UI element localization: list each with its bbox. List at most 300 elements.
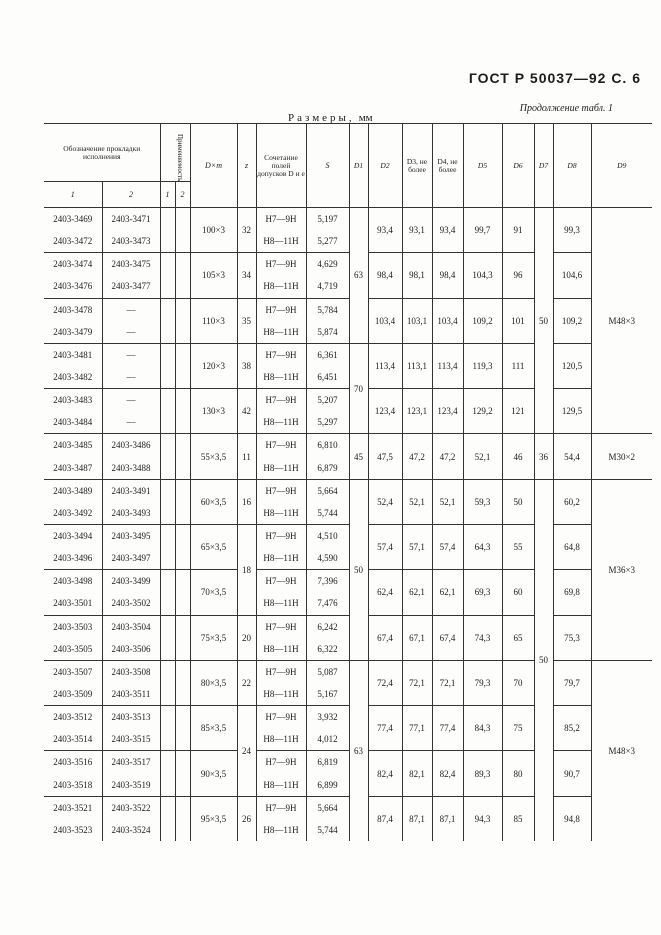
applicability-1-cell xyxy=(160,570,175,593)
designation-1-cell: 2403-3512 xyxy=(44,706,102,729)
applicability-2-cell xyxy=(175,275,190,298)
designation-2-cell: 2403-3499 xyxy=(102,570,160,593)
s-cell: 5,664 xyxy=(306,479,349,502)
d4-cell: 62,1 xyxy=(432,570,463,615)
applicability-1-cell xyxy=(160,683,175,706)
applicability-2-cell xyxy=(175,570,190,593)
d8-cell: 69,8 xyxy=(553,570,591,615)
designation-1-cell: 2403-3496 xyxy=(53,553,93,564)
col-d8: D8 xyxy=(553,124,591,208)
applicability-1-cell xyxy=(160,275,175,298)
z-cell: 26 xyxy=(237,796,256,841)
d3-cell: 113,1 xyxy=(402,343,432,388)
z-cell: 11 xyxy=(237,434,256,479)
d9-cell: M36×3 xyxy=(591,479,652,660)
fit-cell: H7—9H xyxy=(256,253,306,276)
s-cell: 6,810 xyxy=(306,434,349,457)
d6-cell: 121 xyxy=(502,389,534,434)
fit-cell: H8—11H xyxy=(256,728,306,751)
dxm-cell: 95×3,5 xyxy=(190,796,237,841)
s-cell: 4,590 xyxy=(306,547,349,570)
table-row xyxy=(44,751,652,774)
s-cell: 5,874 xyxy=(306,321,349,344)
applicability-2-cell xyxy=(175,638,190,661)
table-row xyxy=(44,298,652,321)
d6-cell: 46 xyxy=(502,434,534,479)
d3-cell: 77,1 xyxy=(402,706,432,751)
s-cell: 6,899 xyxy=(306,774,349,797)
d6-cell: 75 xyxy=(502,706,534,751)
applicability-1-cell xyxy=(160,457,175,480)
s-cell: 5,207 xyxy=(306,389,349,412)
d5-cell: 104,3 xyxy=(463,253,502,298)
designation-2-cell: 2403-3513 xyxy=(102,706,160,729)
designation-2-cell: 2403-3488 xyxy=(102,457,160,480)
d8-cell: 85,2 xyxy=(553,706,591,751)
col-d4: D4, не более xyxy=(432,124,463,208)
d5-cell: 109,2 xyxy=(463,298,502,343)
designation-1-cell: 2403-3478 xyxy=(44,298,102,321)
d2-cell: 62,4 xyxy=(368,570,402,615)
d4-cell: 67,4 xyxy=(432,615,463,660)
s-cell: 4,629 xyxy=(306,253,349,276)
designation-1-cell: 2403-3489 xyxy=(44,479,102,502)
d6-cell: 80 xyxy=(502,751,534,796)
d6-cell: 96 xyxy=(502,253,534,298)
d7-cell: 36 xyxy=(534,434,553,479)
d6-cell: 91 xyxy=(502,208,534,253)
d4-cell: 113,4 xyxy=(432,343,463,388)
table-row xyxy=(44,524,652,547)
applicability-1-cell xyxy=(160,615,175,638)
z-cell: 20 xyxy=(237,615,256,660)
designation-1-cell: 2403-3518 xyxy=(53,779,93,790)
applicability-2-cell xyxy=(175,321,190,344)
designation-1-cell: 2403-3474 xyxy=(44,253,102,276)
d8-cell: 75,3 xyxy=(553,615,591,660)
table-row xyxy=(44,796,652,819)
designation-2-cell: 2403-3517 xyxy=(102,751,160,774)
d4-cell: 87,1 xyxy=(432,796,463,841)
s-cell: 5,167 xyxy=(306,683,349,706)
designation-2-cell: 2403-3506 xyxy=(102,638,160,661)
designation-2-cell: 2403-3491 xyxy=(102,479,160,502)
applicability-1-cell xyxy=(160,660,175,683)
table-row xyxy=(44,389,652,412)
d3-cell: 98,1 xyxy=(402,253,432,298)
d2-cell: 57,4 xyxy=(368,524,402,569)
applicability-2-cell xyxy=(175,819,190,841)
applicability-1-cell xyxy=(160,321,175,344)
z-cell: 32 xyxy=(237,208,256,253)
s-cell: 6,879 xyxy=(306,457,349,480)
fit-cell: H8—11H xyxy=(256,321,306,344)
designation-2-cell: 2403-3511 xyxy=(102,683,160,706)
table-row xyxy=(44,253,652,276)
fit-cell: H7—9H xyxy=(256,389,306,412)
designation-1-cell: 2403-3494 xyxy=(44,524,102,547)
col-d1: D1 xyxy=(349,124,368,208)
dxm-cell: 60×3,5 xyxy=(190,479,237,524)
s-cell: 5,784 xyxy=(306,298,349,321)
applicability-2-cell xyxy=(175,728,190,751)
s-cell: 4,510 xyxy=(306,524,349,547)
designation-1-cell: 2403-3472 xyxy=(53,236,93,247)
d4-cell: 57,4 xyxy=(432,524,463,569)
applicability-2-cell xyxy=(175,457,190,480)
applicability-1-cell xyxy=(160,774,175,797)
applicability-2-cell xyxy=(175,660,190,683)
d8-cell: 79,7 xyxy=(553,660,591,705)
applicability-2-cell xyxy=(175,434,190,457)
table-row xyxy=(44,434,652,457)
designation-1-cell: 2403-3487 xyxy=(53,462,93,473)
d4-cell: 52,1 xyxy=(432,479,463,524)
dxm-cell: 80×3,5 xyxy=(190,660,237,705)
designation-2-cell: 2403-3524 xyxy=(102,819,160,841)
d2-cell: 72,4 xyxy=(368,660,402,705)
d5-cell: 94,3 xyxy=(463,796,502,841)
d3-cell: 62,1 xyxy=(402,570,432,615)
d8-cell: 109,2 xyxy=(553,298,591,343)
applicability-number-2: 2 xyxy=(175,182,190,208)
designation-2-cell: 2403-3497 xyxy=(102,547,160,570)
fit-cell: H8—11H xyxy=(256,638,306,661)
designation-1-cell: 2403-3483 xyxy=(44,389,102,412)
s-cell: 4,719 xyxy=(306,275,349,298)
z-cell: 16 xyxy=(237,479,256,524)
applicability-1-cell xyxy=(160,524,175,547)
col-number-1: 1 xyxy=(44,182,102,208)
designation-2-cell: 2403-3519 xyxy=(102,774,160,797)
designation-1-cell: 2403-3516 xyxy=(44,751,102,774)
d4-cell: 72,1 xyxy=(432,660,463,705)
fit-cell: H7—9H xyxy=(256,208,306,231)
dimensions-table xyxy=(44,123,652,841)
d2-cell: 87,4 xyxy=(368,796,402,841)
applicability-1-cell xyxy=(160,502,175,525)
designation-2-cell: 2403-3473 xyxy=(102,230,160,253)
fit-cell: H7—9H xyxy=(256,660,306,683)
dxm-cell: 70×3,5 xyxy=(190,570,237,615)
applicability-1-cell xyxy=(160,298,175,321)
s-cell: 3,932 xyxy=(306,706,349,729)
d3-cell: 93,1 xyxy=(402,208,432,253)
applicability-1-cell xyxy=(160,389,175,412)
s-cell: 5,197 xyxy=(306,208,349,231)
d9-cell: M48×3 xyxy=(591,208,652,434)
applicability-1-cell xyxy=(160,343,175,366)
d3-cell: 82,1 xyxy=(402,751,432,796)
table-row xyxy=(44,615,652,638)
designation-2-cell: — xyxy=(102,343,160,366)
col-fit: Сочетание полей допусков D и e xyxy=(256,124,306,208)
designation-1-cell: 2403-3492 xyxy=(53,507,93,518)
s-cell: 5,297 xyxy=(306,411,349,434)
fit-cell: H7—9H xyxy=(256,706,306,729)
fit-cell: H7—9H xyxy=(256,796,306,819)
col-d7: D7 xyxy=(534,124,553,208)
table-continuation-note: Продолжение табл. 1 xyxy=(519,103,613,114)
designation-2-cell: 2403-3471 xyxy=(102,208,160,231)
sizes-label: Размеры, xyxy=(288,112,355,124)
applicability-2-cell xyxy=(175,547,190,570)
table-body xyxy=(44,208,652,841)
col-z: z xyxy=(237,124,256,208)
designation-1-cell: 2403-3498 xyxy=(44,570,102,593)
d2-cell: 103,4 xyxy=(368,298,402,343)
z-cell: 22 xyxy=(237,660,256,705)
d6-cell: 55 xyxy=(502,524,534,569)
dxm-cell: 100×3 xyxy=(190,208,237,253)
d2-cell: 123,4 xyxy=(368,389,402,434)
applicability-2-cell xyxy=(175,774,190,797)
applicability-1-cell xyxy=(160,411,175,434)
applicability-2-cell xyxy=(175,683,190,706)
d4-cell: 103,4 xyxy=(432,298,463,343)
fit-cell: H8—11H xyxy=(256,592,306,615)
designation-2-cell: 2403-3508 xyxy=(102,660,160,683)
d1-cell: 50 xyxy=(349,479,368,660)
designation-1-cell: 2403-3501 xyxy=(53,598,93,609)
applicability-1-cell xyxy=(160,819,175,841)
designation-2-cell: 2403-3493 xyxy=(102,502,160,525)
fit-cell: H7—9H xyxy=(256,298,306,321)
applicability-2-cell xyxy=(175,502,190,525)
designation-2-cell: — xyxy=(102,411,160,434)
col-dxm: D×m xyxy=(190,124,237,208)
d3-cell: 57,1 xyxy=(402,524,432,569)
applicability-2-cell xyxy=(175,411,190,434)
d1-cell: 63 xyxy=(349,208,368,344)
fit-cell: H8—11H xyxy=(256,683,306,706)
d2-cell: 77,4 xyxy=(368,706,402,751)
d6-cell: 111 xyxy=(502,343,534,388)
applicability-1-cell xyxy=(160,796,175,819)
table-row xyxy=(44,570,652,593)
applicability-2-cell xyxy=(175,706,190,729)
dxm-cell: 75×3,5 xyxy=(190,615,237,660)
designation-1-cell: 2403-3521 xyxy=(44,796,102,819)
s-cell: 5,277 xyxy=(306,230,349,253)
s-cell: 6,242 xyxy=(306,615,349,638)
d4-cell: 47,2 xyxy=(432,434,463,479)
fit-cell: H8—11H xyxy=(256,411,306,434)
designation-2-cell: 2403-3504 xyxy=(102,615,160,638)
fit-cell: H8—11H xyxy=(256,275,306,298)
applicability-1-cell xyxy=(160,592,175,615)
fit-cell: H7—9H xyxy=(256,479,306,502)
d5-cell: 99,7 xyxy=(463,208,502,253)
d5-cell: 59,3 xyxy=(463,479,502,524)
table-row xyxy=(44,706,652,729)
d2-cell: 67,4 xyxy=(368,615,402,660)
d8-cell: 104,6 xyxy=(553,253,591,298)
dxm-cell: 65×3,5 xyxy=(190,524,237,569)
d7-cell: 50 xyxy=(534,479,553,841)
applicability-2-cell xyxy=(175,479,190,502)
applicability-2-cell xyxy=(175,796,190,819)
designation-1-cell: 2403-3503 xyxy=(44,615,102,638)
fit-cell: H8—11H xyxy=(256,502,306,525)
table-row xyxy=(44,208,652,231)
z-cell: 24 xyxy=(237,706,256,797)
col-applicability: Применяемость xyxy=(160,124,190,182)
s-cell: 7,396 xyxy=(306,570,349,593)
col-d3: D3, не более xyxy=(402,124,432,208)
applicability-2-cell xyxy=(175,343,190,366)
designation-2-cell: 2403-3495 xyxy=(102,524,160,547)
col-designation: Обозначение прокладки исполнения xyxy=(44,124,160,182)
d4-cell: 82,4 xyxy=(432,751,463,796)
fit-cell: H7—9H xyxy=(256,570,306,593)
d5-cell: 64,3 xyxy=(463,524,502,569)
applicability-2-cell xyxy=(175,751,190,774)
d5-cell: 129,2 xyxy=(463,389,502,434)
d3-cell: 47,2 xyxy=(402,434,432,479)
applicability-1-cell xyxy=(160,253,175,276)
designation-1-cell: 2403-3507 xyxy=(44,660,102,683)
col-d9: D9 xyxy=(591,124,652,208)
fit-cell: H8—11H xyxy=(256,547,306,570)
col-d5: D5 xyxy=(463,124,502,208)
designation-2-cell: — xyxy=(102,366,160,389)
applicability-1-cell xyxy=(160,434,175,457)
d8-cell: 64,8 xyxy=(553,524,591,569)
designation-2-cell: — xyxy=(102,389,160,412)
d3-cell: 72,1 xyxy=(402,660,432,705)
fit-cell: H8—11H xyxy=(256,457,306,480)
fit-cell: H8—11H xyxy=(256,230,306,253)
table-row xyxy=(44,479,652,502)
applicability-1-cell xyxy=(160,208,175,231)
s-cell: 6,819 xyxy=(306,751,349,774)
applicability-number-1: 1 xyxy=(160,182,175,208)
designation-2-cell: 2403-3477 xyxy=(102,275,160,298)
d5-cell: 79,3 xyxy=(463,660,502,705)
col-number-2: 2 xyxy=(102,182,160,208)
d8-cell: 120,5 xyxy=(553,343,591,388)
d1-cell: 45 xyxy=(349,434,368,479)
applicability-1-cell xyxy=(160,366,175,389)
applicability-2-cell xyxy=(175,524,190,547)
designation-1-cell: 2403-3484 xyxy=(53,417,93,428)
d7-cell: 50 xyxy=(534,208,553,434)
applicability-2-cell xyxy=(175,230,190,253)
d8-cell: 54,4 xyxy=(553,434,591,479)
z-cell: 35 xyxy=(237,298,256,343)
fit-cell: H7—9H xyxy=(256,751,306,774)
d5-cell: 69,3 xyxy=(463,570,502,615)
dxm-cell: 130×3 xyxy=(190,389,237,434)
s-cell: 7,476 xyxy=(306,592,349,615)
d4-cell: 77,4 xyxy=(432,706,463,751)
d2-cell: 82,4 xyxy=(368,751,402,796)
d6-cell: 50 xyxy=(502,479,534,524)
designation-2-cell: — xyxy=(102,321,160,344)
applicability-2-cell xyxy=(175,592,190,615)
d8-cell: 90,7 xyxy=(553,751,591,796)
d3-cell: 103,1 xyxy=(402,298,432,343)
d4-cell: 123,4 xyxy=(432,389,463,434)
d3-cell: 123,1 xyxy=(402,389,432,434)
d6-cell: 65 xyxy=(502,615,534,660)
designation-1-cell: 2403-3485 xyxy=(44,434,102,457)
d4-cell: 93,4 xyxy=(432,208,463,253)
d5-cell: 52,1 xyxy=(463,434,502,479)
s-cell: 5,744 xyxy=(306,502,349,525)
d9-cell: M48×3 xyxy=(591,660,652,841)
d1-cell: 70 xyxy=(349,343,368,434)
d3-cell: 52,1 xyxy=(402,479,432,524)
d8-cell: 129,5 xyxy=(553,389,591,434)
d2-cell: 52,4 xyxy=(368,479,402,524)
designation-2-cell: 2403-3522 xyxy=(102,796,160,819)
applicability-2-cell xyxy=(175,208,190,231)
d5-cell: 74,3 xyxy=(463,615,502,660)
designation-1-cell: 2403-3514 xyxy=(53,734,93,745)
col-s: S xyxy=(306,124,349,208)
d4-cell: 98,4 xyxy=(432,253,463,298)
col-d2: D2 xyxy=(368,124,402,208)
d8-cell: 94,8 xyxy=(553,796,591,841)
applicability-2-cell xyxy=(175,366,190,389)
designation-1-cell: 2403-3469 xyxy=(44,208,102,231)
dxm-cell: 85×3,5 xyxy=(190,706,237,751)
s-cell: 4,012 xyxy=(306,728,349,751)
dxm-cell: 55×3,5 xyxy=(190,434,237,479)
d5-cell: 89,3 xyxy=(463,751,502,796)
designation-1-cell: 2403-3476 xyxy=(53,281,93,292)
fit-cell: H8—11H xyxy=(256,819,306,841)
applicability-1-cell xyxy=(160,230,175,253)
designation-2-cell: 2403-3475 xyxy=(102,253,160,276)
s-cell: 6,322 xyxy=(306,638,349,661)
applicability-1-cell xyxy=(160,638,175,661)
s-cell: 5,744 xyxy=(306,819,349,841)
designation-1-cell: 2403-3481 xyxy=(44,343,102,366)
designation-2-cell: 2403-3502 xyxy=(102,592,160,615)
d3-cell: 67,1 xyxy=(402,615,432,660)
d2-cell: 93,4 xyxy=(368,208,402,253)
designation-1-cell: 2403-3523 xyxy=(53,824,93,835)
applicability-2-cell xyxy=(175,389,190,412)
designation-2-cell: 2403-3486 xyxy=(102,434,160,457)
d6-cell: 101 xyxy=(502,298,534,343)
designation-1-cell: 2403-3505 xyxy=(53,643,93,654)
d2-cell: 47,5 xyxy=(368,434,402,479)
d5-cell: 119,3 xyxy=(463,343,502,388)
applicability-2-cell xyxy=(175,615,190,638)
d6-cell: 60 xyxy=(502,570,534,615)
fit-cell: H7—9H xyxy=(256,524,306,547)
s-cell: 5,664 xyxy=(306,796,349,819)
dxm-cell: 120×3 xyxy=(190,343,237,388)
d8-cell: 99,3 xyxy=(553,208,591,253)
col-d6: D6 xyxy=(502,124,534,208)
applicability-2-cell xyxy=(175,298,190,321)
z-cell: 34 xyxy=(237,253,256,298)
d1-cell: 63 xyxy=(349,660,368,841)
document-header: ГОСТ Р 50037—92 С. 6 xyxy=(468,70,641,86)
designation-1-cell: 2403-3509 xyxy=(53,689,93,700)
fit-cell: H8—11H xyxy=(256,774,306,797)
designation-1-cell: 2403-3482 xyxy=(53,372,93,383)
d5-cell: 84,3 xyxy=(463,706,502,751)
s-cell: 5,087 xyxy=(306,660,349,683)
d8-cell: 60,2 xyxy=(553,479,591,524)
fit-cell: H7—9H xyxy=(256,343,306,366)
